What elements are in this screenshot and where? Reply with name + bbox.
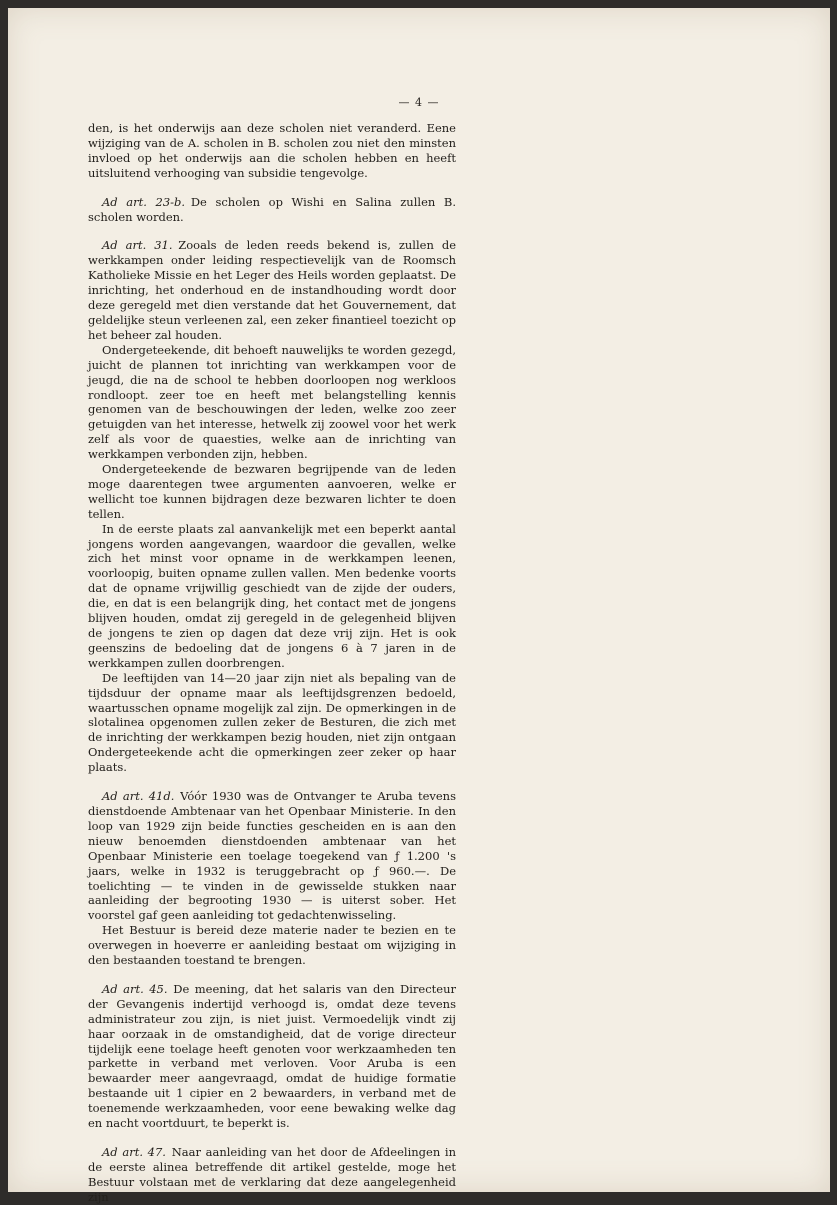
article-paragraph [88,1145,456,1205]
paragraph-text: Ondergeteekende de bezwaren begrijpende van de leden moge daarentegen twee argumenten aanvoeren, welke er wellicht toe kunnen bijdragen deze bezwaren lichter te doen tellen. [88,462,456,521]
article-reference: Ad art. 47. [102,1145,166,1159]
paragraph-text: De leeftijden van 14—20 jaar zijn niet als bepaling van de tijdsduur der opname maar als leeftijdsgrenzen bedoeld, waartusschen opname mogelijk zal zijn. De opmerkingen in de slotalinea opgenomen zullen zeker de Besturen, die zich met de inrichting der werkkampen bezig houden, niet zijn ontgaan Ondergeteekende acht die opmerkingen zeer zeker op haar plaats. [88,670,456,775]
paragraph [88,522,456,671]
paragraph-text: De meening, dat het salaris van den Directeur der Gevangenis indertijd verhoogd is, omdat deze tevens administrateur zou zijn, is niet juist. Vermoedelijk vindt zij haar oorzaak in de omstandigheid, dat de vorige directeur tijdelijk eene toelage heeft genoten voor werkzaamheden ten parkette in verband met verloven. Voor Aruba is een bewaarder meer aangevraagd, omdat de huidige formatie bestaande uit 1 cipier en 2 bewaarders, in verband met de toenemende werkzaamheden, voor eene bewaking welke dag en nacht voortduurt, te beperkt is. [88,981,456,1131]
page-number: — 4 — [398,96,440,109]
paragraph [88,671,456,775]
body-text [88,121,456,1205]
paragraph [88,343,456,462]
paragraph-text: Naar aanleiding van het door de Afdeelingen in de eerste alinea betreffende dit artikel gestelde, moge het Bestuur volstaan met de verklaring dat deze aangelegenheid zijn [88,1145,456,1204]
article-reference: Ad art. 31. [102,238,173,253]
paragraph [88,923,456,968]
paragraph-text: Zooals de leden reeds bekend is, zullen de werkkampen onder leiding respectievelijk van de Roomsch Katholieke Missie en het Leger des Heils worden geplaatst. De inrichting, het onderhoud en de instandhouding wordt door deze geregeld met dien verstande dat het Gouvernement, dat geldelijke steun verleenen zal, een zeker finantieel toezicht op het beheer zal houden. [88,238,456,342]
paragraph-text: In de eerste plaats zal aanvankelijk met een beperkt aantal jongens worden aangevangen, waardoor die gevallen, welke zich het minst voor opname in de werkkampen leenen, voorloopig, buiten opname zullen vallen. Men bedenke voorts dat de opname vrijwillig geschiedt van de zijde der ouders, die, en dat is een belangrijk ding, het contact met de jongens blijven houden, omdat zij geregeld in de gelegenheid blijven de jongens te zien op dagen dat deze vrij zijn. Het is ook geenszins de bedoeling dat de jongens 6 à 7 jaren in de werkkampen zullen doorbrengen. [88,521,456,670]
article-paragraph [88,195,456,225]
paragraph-text: Het Bestuur is bereid deze materie nader te bezien en te overwegen in hoeverre er aanleiding bestaat om wijziging in den bestaanden toestand te brengen. [88,923,456,968]
article-reference: Ad art. 45. [102,981,168,996]
paragraph-text: Vóór 1930 was de Ontvanger te Aruba tevens dienstdoende Ambtenaar van het Openbaar Ministerie. In den loop van 1929 zijn beide functies gescheiden en is aan den nieuw benoemden dienstdoenden ambtenaar van het Openbaar Ministerie een toelage toegekend van ƒ 1.200 's jaars, welke in 1932 is teruggebracht op ƒ 960.—. De toelichting — te vinden in de gewisselde stukken naar aanleiding der begrooting 1930 — is uiterst sober. Het voorstel gaf geen aanleiding tot gedachtenwisseling. [88,789,456,923]
paragraph-text: De scholen op Wishi en Salina zullen B. scholen worden. [88,194,456,224]
article-paragraph [88,789,456,923]
paragraph-text: Ondergeteekende, dit behoeft nauwelijks te worden gezegd, juicht de plannen tot inrichting van werkkampen voor de jeugd, die na de school te hebben doorloopen nog werkloos rondloopt. zeer toe en heeft met belangstelling kennis genomen van de beschouwingen der leden, welke zoo zeer getuigden van het interesse, hetwelk zij zoowel voor het werk zelf als voor de quaesties, welke aan de inrichting van werkkampen verbonden zijn, hebben. [88,342,456,462]
article-reference: Ad art. 23-b. [102,194,186,209]
document-page [8,8,830,1204]
article-paragraph [88,238,456,342]
paragraph-text: den, is het onderwijs aan deze scholen niet veranderd. Eene wijziging van de A. scholen in B. scholen zou niet den minsten invloed op het onderwijs aan die scholen hebben en heeft uitsluitend verhooging van subsidie tengevolge. [88,121,456,180]
article-paragraph [88,982,456,1131]
paragraph [88,462,456,522]
paragraph [88,121,456,181]
article-reference: Ad art. 41d. [102,789,175,804]
